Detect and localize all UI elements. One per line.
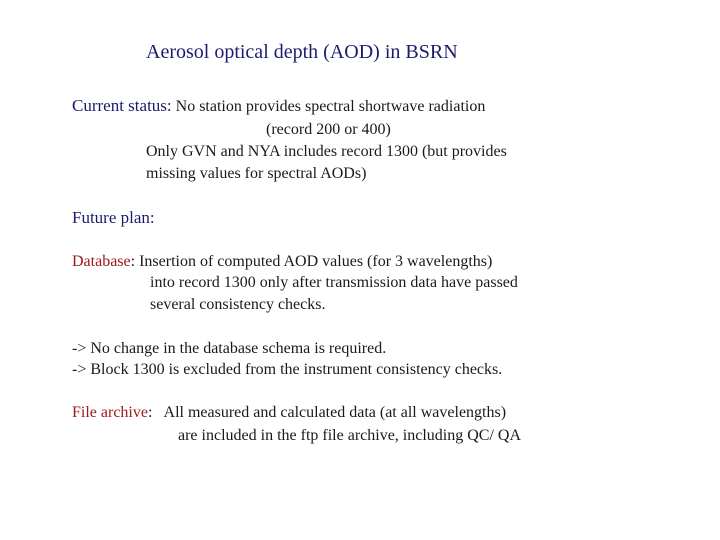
file-archive-label: File archive <box>72 404 148 421</box>
current-status-text-1: No station provides spectral shortwave radiation <box>175 98 486 115</box>
current-status-line-1 <box>72 96 485 117</box>
future-plan-heading: Future plan: <box>72 208 155 227</box>
file-archive-text-1: : All measured and calculated data (at all wavelengths) <box>147 404 507 421</box>
slide-title: Aerosol optical depth (AOD) in BSRN <box>146 41 458 63</box>
database-text-3: several consistency checks. <box>150 296 326 313</box>
current-status-text-3: Only GVN and NYA includes record 1300 (but provides <box>146 143 507 160</box>
current-status-label: Current status: <box>72 96 172 115</box>
current-status-text-2: (record 200 or 400) <box>266 121 391 138</box>
database-text-1: : Insertion of computed AOD values (for 3 wavelengths) <box>130 253 493 270</box>
file-archive-line-1 <box>72 403 506 423</box>
database-label: Database <box>72 253 131 270</box>
database-line-1 <box>72 252 492 272</box>
file-archive-text-2: are included in the ftp file archive, including QC/ QA <box>178 427 522 444</box>
note-block-1300: -> Block 1300 is excluded from the instrument consistency checks. <box>72 361 503 378</box>
note-schema: -> No change in the database schema is required. <box>72 340 387 357</box>
current-status-text-4: missing values for spectral AODs) <box>146 165 367 182</box>
database-text-2: into record 1300 only after transmission data have passed <box>150 274 518 291</box>
